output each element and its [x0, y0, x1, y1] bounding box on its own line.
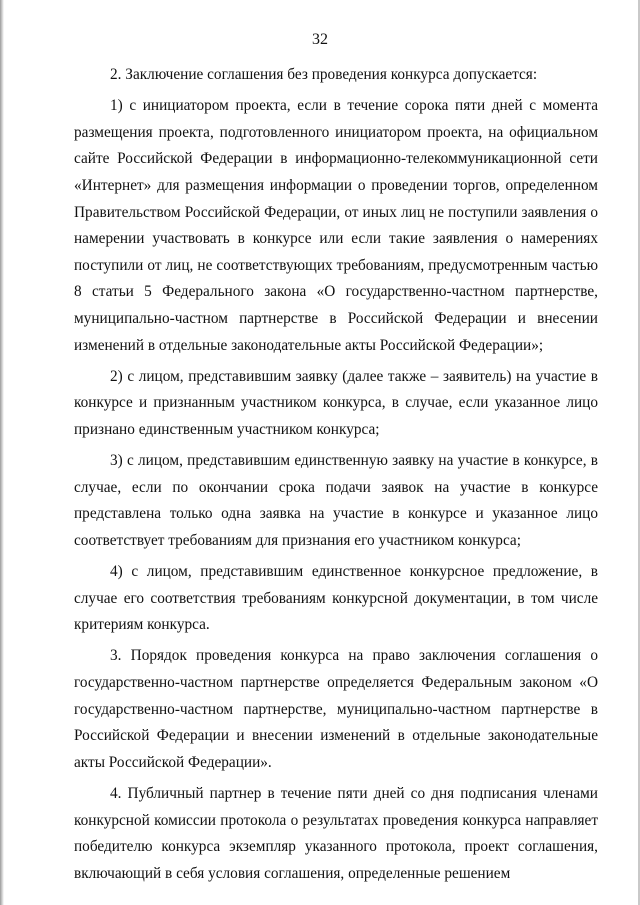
paragraph-item-4: 4) с лицом, представившим единственное конкурсное предложение, в случае его соответствия требованиям конкурсной документации, в том числе критериям конкурса.	[74, 563, 598, 634]
paragraph-item-2: 2) с лицом, представившим заявку (далее также – заявитель) на участие в конкурсе и признанным участником конкурса, в случае, если указанное лицо признано единственным участником конкурса;	[74, 367, 598, 438]
paragraph-item-3: 3) с лицом, представившим единственную заявку на участие в конкурсе, в случае, если по окончании срока подачи заявок на участие в конкурсе представлена только одна заявка на участие в конкурсе и указанное лицо соответствует требованиям для признания его участником конкурса;	[74, 452, 598, 549]
paragraph-clause-2-intro: 2. Заключение соглашения без проведения конкурса допускается:	[110, 66, 538, 83]
page-number: 32	[312, 31, 328, 48]
scan-left-edge	[0, 0, 4, 905]
paragraph-clause-3: 3. Порядок проведения конкурса на право заключения соглашения о государственно-частном партнерстве определяется Федеральным законом «О государственно-частном партнерстве, муниципально-частном партнерстве в Российской Федерации и внесении изменений в отдельные законодательные акты Российской Федерации».	[74, 647, 598, 771]
paragraph-item-1: 1) с инициатором проекта, если в течение сорока пяти дней с момента размещения проекта, подготовленного инициатором проекта, на официальном сайте Российской Федерации в информационно-телекоммуникационной сети «Интернет» для размещения информации о проведении торгов, определенном Правительством Российской Федерации, от иных лиц не поступили заявления о намерении участвовать в конкурсе или если такие заявления о намерениях поступили от лиц, не соответствующих требованиям, предусмотренным частью 8 статьи 5 Федерального закона «О государственно-частном партнерстве, муниципально-частном партнерстве в Российской Федерации и внесении изменений в отдельные законодательные акты Российской Федерации»;	[74, 97, 598, 354]
paragraph-clause-4: 4. Публичный партнер в течение пяти дней со дня подписания членами конкурсной комиссии протокола о результатах проведения конкурса направляет победителю конкурса экземпляр указанного протокола, проект соглашения, включающий в себя условия соглашения, определенные решением	[74, 785, 598, 882]
document-body	[74, 62, 598, 892]
